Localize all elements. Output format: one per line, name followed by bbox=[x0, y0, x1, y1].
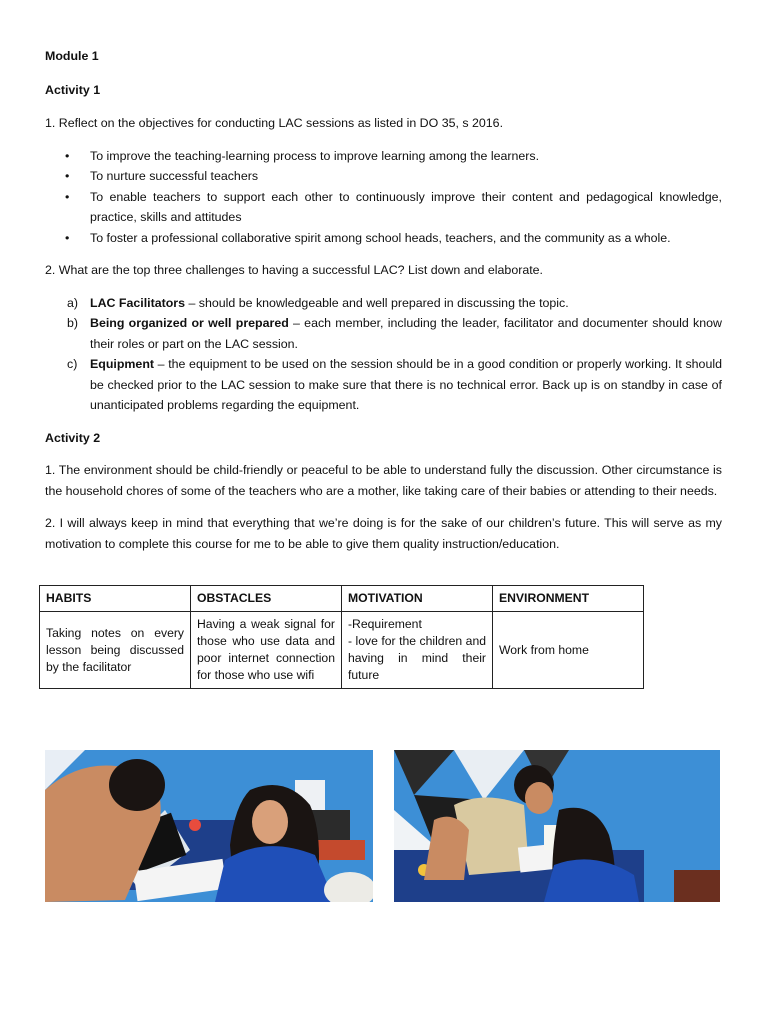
column-header: HABITS bbox=[40, 586, 191, 612]
table-header-row bbox=[40, 586, 644, 612]
list-item: • To improve the teaching-learning process to improve learning among the learners. bbox=[45, 146, 722, 167]
list-item: • To nurture successful teachers bbox=[45, 166, 722, 187]
module-title: Module 1 bbox=[45, 49, 99, 63]
document-body bbox=[45, 46, 722, 554]
photo-study-session-right bbox=[394, 750, 720, 902]
challenges-list bbox=[45, 293, 722, 416]
bullet-icon: • bbox=[65, 169, 70, 183]
list-item: • To foster a professional collaborative spirit among school heads, teachers, and the community as a whole. bbox=[45, 228, 722, 249]
bullet-icon: • bbox=[65, 148, 70, 163]
activity1-question-2: 2. What are the top three challenges to having a successful LAC? List down and elaborate. bbox=[45, 263, 543, 277]
activity1-question-1: 1. Reflect on the objectives for conducting LAC sessions as listed in DO 35, s 2016. bbox=[45, 116, 504, 130]
column-header: OBSTACLES bbox=[191, 586, 342, 612]
list-item: b) Being organized or well prepared – each member, including the leader, facilitator and documenter should know their roles or part on the LAC session. bbox=[67, 316, 722, 351]
photo-study-session-left bbox=[45, 750, 373, 902]
column-header: MOTIVATION bbox=[342, 586, 493, 612]
activity2-paragraph-1: 1. The environment should be child-friendly or peaceful to be able to understand fully the discussion. Other circumstance is the household chores of some of the teachers who are a mother, like taking care of their babies or attending to their needs. bbox=[45, 463, 722, 498]
list-item: a) LAC Facilitators – should be knowledgeable and well prepared in discussing the topic. bbox=[67, 295, 569, 310]
activity1-heading: Activity 1 bbox=[45, 82, 101, 97]
table-cell-obstacles: Having a weak signal for those who use data and poor internet connection for those who use wifi bbox=[191, 612, 342, 689]
table-cell-habits: Taking notes on every lesson being discussed by the facilitator bbox=[40, 612, 191, 689]
list-item: c) Equipment – the equipment to be used on the session should be in a good condition or properly working. It should be checked prior to the LAC session to make sure that there is no technical error. Back up is on standby in case of unanticipated problems regarding the equipment. bbox=[67, 357, 722, 412]
table-cell-environment: Work from home bbox=[493, 612, 644, 689]
bullet-icon: • bbox=[65, 189, 70, 204]
list-item: • To enable teachers to support each other to continuously improve their content and pedagogical knowledge, practice, skills and attitudes bbox=[45, 187, 722, 228]
activity2-paragraph-2: 2. I will always keep in mind that everything that we’re doing is for the sake of our children’s future. This will serve as my motivation to complete this course for me to be able to give them quality instruction/education. bbox=[45, 516, 722, 551]
habits-table bbox=[39, 585, 644, 689]
table-cell-motivation: -Requirement - love for the children and having in mind their future bbox=[342, 612, 493, 689]
column-header: ENVIRONMENT bbox=[493, 586, 644, 612]
objectives-list bbox=[45, 146, 722, 249]
bullet-icon: • bbox=[65, 230, 70, 245]
table-row bbox=[40, 612, 644, 689]
activity2-heading: Activity 2 bbox=[45, 430, 101, 445]
